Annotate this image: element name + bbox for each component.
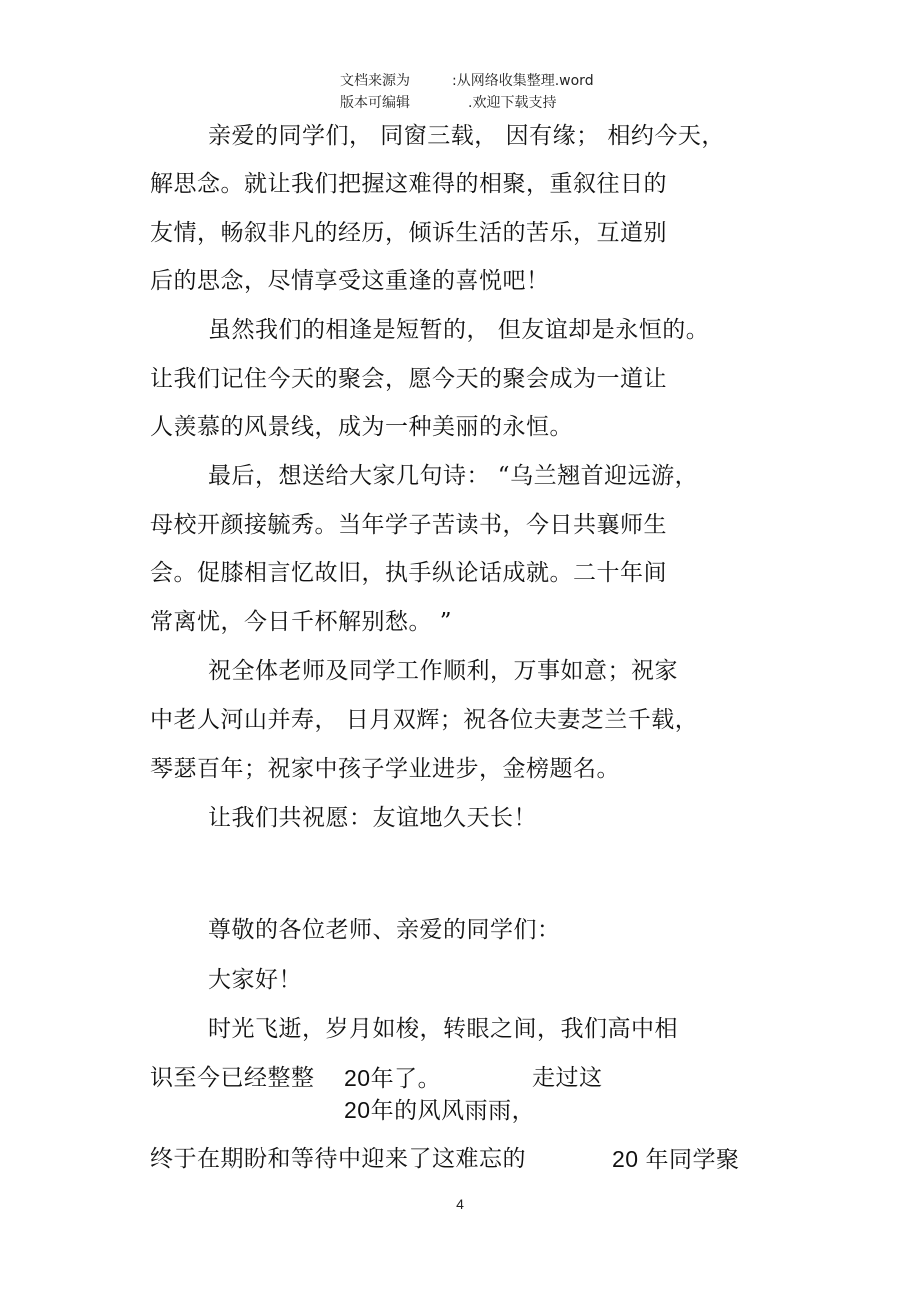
paragraph-line: 祝全体老师及同学工作顺利，万事如意；祝家 — [208, 658, 678, 684]
paragraph-line: 20年的风风雨雨， — [344, 1097, 536, 1123]
paragraph-line: 人羡慕的风景线，成为一种美丽的永恒。 — [150, 414, 573, 440]
header-source-value: :从网络收集整理.word — [452, 73, 594, 89]
paragraph-line: 友情，畅叙非凡的经历，倾诉生活的苦乐，互道别 — [150, 220, 667, 246]
paragraph-line-part: 20 年同学聚 — [612, 1146, 740, 1172]
header-source-label: 文档来源为 — [340, 73, 410, 89]
paragraph-line: 会。促膝相言忆故旧，执手纵论话成就。二十年间 — [150, 560, 667, 586]
paragraph-line: 琴瑟百年；祝家中孩子学业进步，金榜题名。 — [150, 756, 620, 782]
paragraph-line-part: 走过这 — [532, 1065, 603, 1091]
paragraph-line: 中老人河山并寿， 日月双辉；祝各位夫妻芝兰千载， — [150, 707, 699, 733]
paragraph-line: 虽然我们的相逢是短暂的， 但友谊却是永恒的。 — [208, 317, 710, 343]
header-edit-label: 版本可编辑 — [340, 95, 410, 111]
paragraph-line: 时光飞逝，岁月如梭，转眼之间，我们高中相 — [208, 1016, 678, 1042]
paragraph-line-part: 识至今已经整整 — [150, 1065, 315, 1091]
paragraph-line: 后的思念，尽情享受这重逢的喜悦吧！ — [150, 268, 550, 294]
paragraph-line-part: 20年了。 — [344, 1065, 442, 1091]
salutation-line: 尊敬的各位老师、亲爱的同学们： — [208, 917, 561, 943]
paragraph-line: 最后，想送给大家几句诗： “乌兰翘首迎远游， — [208, 463, 699, 489]
page-number: 4 — [456, 1196, 464, 1212]
header-edit-value: .欢迎下载支持 — [468, 95, 557, 111]
paragraph-line: 让我们共祝愿：友谊地久天长！ — [208, 805, 537, 831]
paragraph-line: 解思念。就让我们把握这难得的相聚，重叙往日的 — [150, 171, 667, 197]
paragraph-line-part: 终于在期盼和等待中迎来了这难忘的 — [150, 1146, 526, 1172]
greeting-line: 大家好！ — [208, 967, 302, 993]
paragraph-line: 常离忧，今日千杯解别愁。 ” — [150, 609, 453, 635]
paragraph-line: 母校开颜接毓秀。当年学子苦读书，今日共襄师生 — [150, 512, 667, 538]
paragraph-line: 亲爱的同学们， 同窗三载， 因有缘； 相约今天， — [208, 123, 725, 149]
paragraph-line: 让我们记住今天的聚会，愿今天的聚会成为一道让 — [150, 366, 667, 392]
